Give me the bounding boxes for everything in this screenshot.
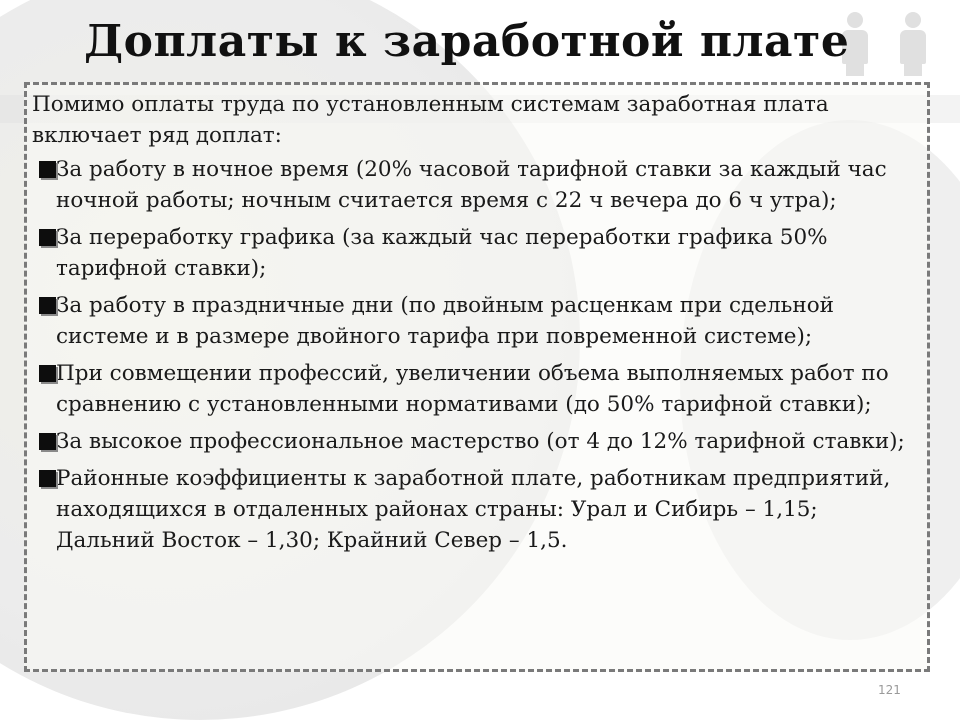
square-bullet-icon (39, 297, 56, 314)
list-item (32, 358, 912, 420)
square-bullet-icon (39, 161, 56, 178)
slide-title: Доплаты к заработной плате (84, 16, 850, 67)
slide-body (32, 89, 912, 562)
square-bullet-icon (39, 365, 56, 382)
list-item-text: За переработку графика (за каждый час переработки графика 50% тарифной ставки); (56, 225, 828, 281)
list-item (32, 426, 912, 457)
list-item (32, 463, 912, 556)
list-item-text: При совмещении профессий, увеличении объема выполняемых работ по сравнению с установленными нормативами (до 50% тарифной ставки); (56, 361, 889, 417)
square-bullet-icon (39, 470, 56, 487)
list-item-text: За работу в ночное время (20% часовой тарифной ставки за каждый час ночной работы; ночным считается время с 22 ч вечера до 6 ч утра); (56, 157, 887, 213)
square-bullet-icon (39, 229, 56, 246)
square-bullet-icon (39, 433, 56, 450)
list-item (32, 154, 912, 216)
slide-number: 121 (878, 683, 901, 697)
list-item (32, 222, 912, 284)
decorative-figure (896, 12, 930, 76)
list-item-text: За высокое профессиональное мастерство (от 4 до 12% тарифной ставки); (56, 429, 905, 454)
list-item (32, 290, 912, 352)
bullet-list (32, 154, 912, 556)
list-item-text: За работу в праздничные дни (по двойным расценкам при сдельной системе и в размере двойного тарифа при повременной системе); (56, 293, 834, 349)
intro-text: Помимо оплаты труда по установленным системам заработная плата включает ряд доплат: (32, 92, 829, 148)
list-item-text: Районные коэффициенты к заработной плате, работникам предприятий, находящихся в отдаленных районах страны: Урал и Сибирь – 1,15; Дальний Восток – 1,30; Крайний Север – 1,5. (56, 466, 891, 553)
